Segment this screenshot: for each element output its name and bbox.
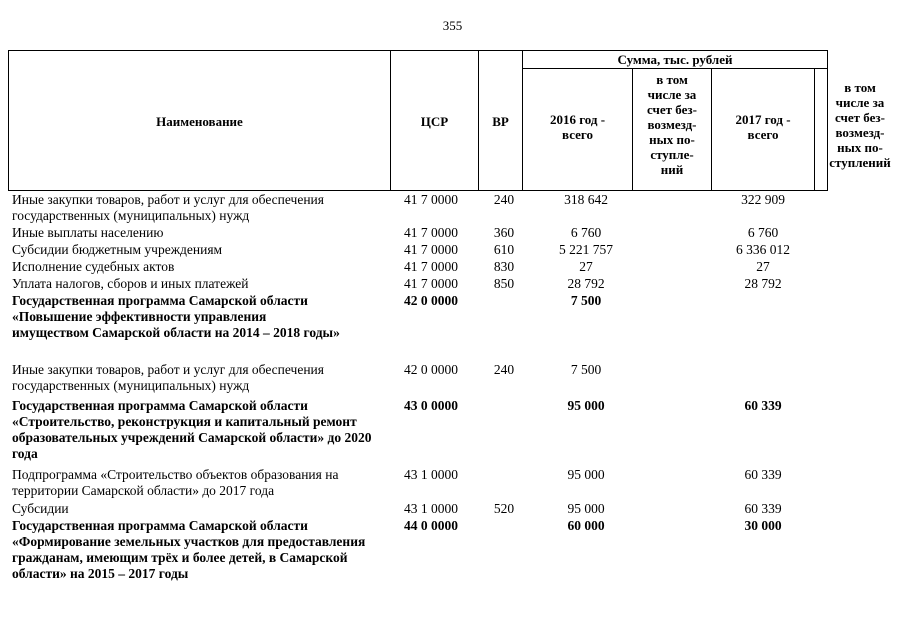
row-vr: 240 [493,362,515,377]
header-line: счет без- [647,102,697,117]
row-name: Уплата налогов, сборов и иных платежей [12,276,249,291]
row-name: Иные закупки товаров, работ и услуг для обеспечения государственных (муниципальных) нужд [12,362,324,393]
page-number: 355 [442,18,463,33]
row-sum-2016: 95 000 [567,398,605,413]
header-2017-total [712,112,814,142]
row-sum-2016: 7 500 [570,362,602,377]
header-line: ступле- [650,147,694,162]
header-csr: ЦСР [420,114,449,129]
header-2016-gratuitous [633,72,711,177]
row-name: Иные закупки товаров, работ и услуг для обеспечения государственных (муниципальных) нужд [12,192,324,223]
header-line: возмезд- [647,117,697,132]
header-2016-total [523,112,632,142]
row-vr: 830 [493,259,515,274]
row-vr: 520 [493,501,515,516]
header-line: всего [747,127,779,142]
row-csr: 43 0 0000 [404,398,458,413]
header-bottom-line [8,190,828,191]
sum-group-line [522,68,828,69]
row-sum-2017: 60 339 [744,501,782,516]
row-sum-2016: 95 000 [567,501,605,516]
row-sum-2017: 6 336 012 [736,242,790,257]
row-csr: 41 7 0000 [404,242,458,257]
row-name: Подпрограмма «Строительство объектов образования на территории Самарской области» до 2017 года [12,467,339,498]
row-csr: 43 1 0000 [404,501,458,516]
row-vr: 240 [493,192,515,207]
header-line: ных по- [649,132,695,147]
row-csr: 44 0 0000 [404,518,458,533]
row-name: Иные выплаты населению [12,225,164,240]
row-sum-2016: 28 792 [567,276,605,291]
header-line: числе за [835,95,885,110]
header-line: числе за [647,87,697,102]
row-name: Исполнение судебных актов [12,259,175,274]
header-name: Наименование [156,114,243,129]
row-name: Субсидии [12,501,69,516]
header-line: 2016 год - [549,112,606,127]
header-line: 2017 год - [735,112,791,127]
header-sum-group: Сумма, тыс. рублей [617,52,733,67]
row-csr: 43 1 0000 [404,467,458,482]
row-sum-2017: 27 [756,259,770,274]
row-sum-2017: 60 339 [744,467,782,482]
row-sum-2016: 95 000 [567,467,605,482]
row-csr: 41 7 0000 [404,276,458,291]
header-line: всего [562,127,593,142]
row-sum-2017: 322 909 [741,192,785,207]
row-sum-2016: 318 642 [564,192,608,207]
header-top-line [8,50,828,51]
row-sum-2016: 60 000 [567,518,605,533]
row-name: Субсидии бюджетным учреждениям [12,242,223,257]
header-line: в том [656,72,688,87]
row-csr: 41 7 0000 [404,192,458,207]
row-sum-2016: 7 500 [570,293,602,308]
row-sum-2017: 6 760 [747,225,779,240]
row-name: Государственная программа Самарской области «Строительство, реконструкция и капитальный ремонт образовательных учреждений Самарской области» до 2020 года [12,398,372,461]
row-sum-2017: 30 000 [744,518,782,533]
row-csr: 42 0 0000 [404,362,458,377]
header-line: ных по- [837,140,883,155]
row-csr: 42 0 0000 [404,293,458,308]
row-csr: 41 7 0000 [404,259,458,274]
header-line: в том [844,80,876,95]
row-vr: 610 [493,242,515,257]
header-line: ступлений [829,155,891,170]
row-sum-2016: 6 760 [570,225,602,240]
row-sum-2017: 28 792 [744,276,782,291]
row-sum-2016: 27 [579,259,593,274]
header-line: возмезд- [835,125,885,140]
header-2017-gratuitous [815,80,905,170]
row-sum-2017: 60 339 [744,398,782,413]
row-name: Государственная программа Самарской области «Повышение эффективности управления имуществом Самарской области на 2014 – 2018 годы» [12,293,340,340]
row-csr: 41 7 0000 [404,225,458,240]
header-vr: ВР [492,114,509,129]
header-line: ний [660,162,684,177]
row-name: Государственная программа Самарской области «Формирование земельных участков для предоставления гражданам, имеющим трёх и более детей, в Самарской области» на 2015 – 2017 годы [12,518,366,581]
row-vr: 360 [493,225,515,240]
row-sum-2016: 5 221 757 [559,242,613,257]
header-line: счет без- [835,110,885,125]
row-vr: 850 [493,276,515,291]
